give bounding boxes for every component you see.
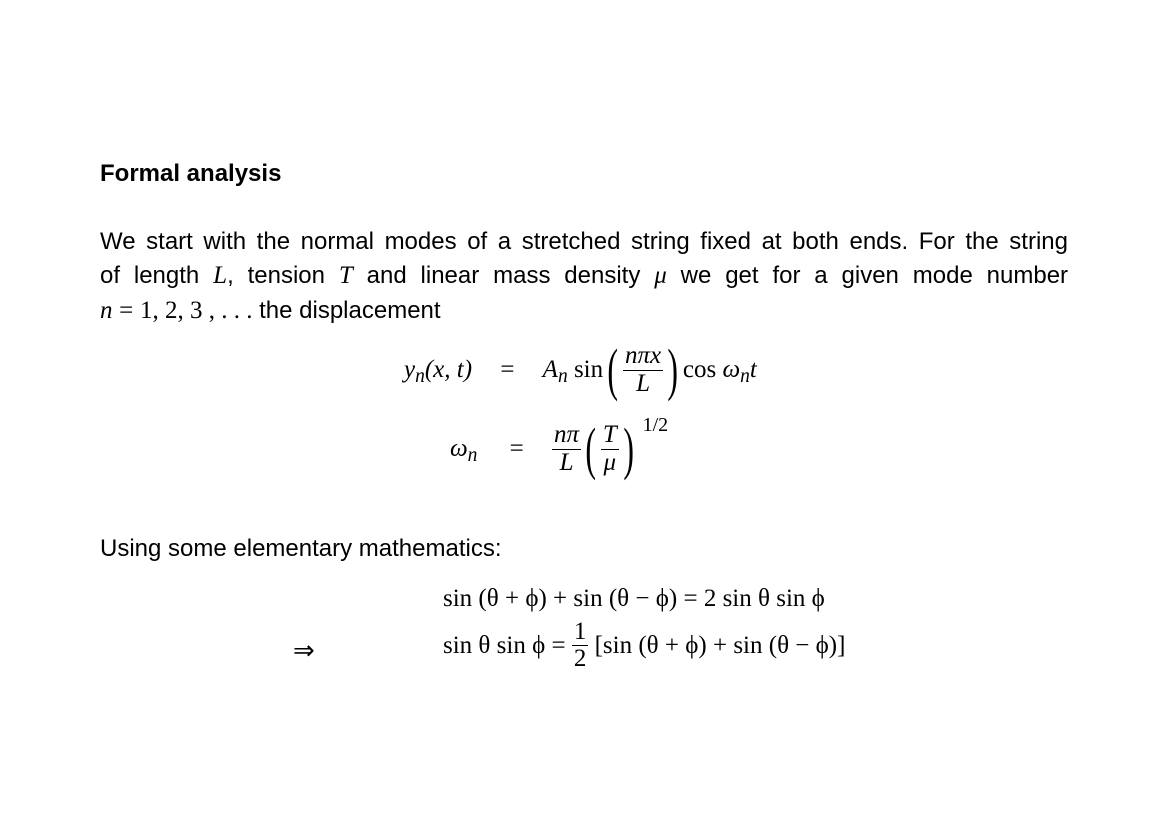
intro-paragraph [100,225,1068,328]
eq1-fraction [623,343,663,397]
symbol-n: n [100,296,113,324]
using-math-text: Using some elementary mathematics: [100,535,502,562]
equation-frequency [450,414,669,481]
eq2-exponent: 1/2 [642,414,669,436]
equals-sign: = [119,296,134,324]
eq1-cos: cos [682,356,717,383]
eq1-amplitude-subscript: n [557,366,568,388]
eq2-omega-subscript: n [467,445,478,467]
eq1-t: t [749,356,757,383]
eq1-amplitude: A [542,356,558,383]
mode-values: 1, 2, 3 , . . . [139,296,253,324]
eq1-y-subscript: n [415,366,425,388]
eq1-y: y [404,356,416,383]
eq2-fraction-1 [552,422,581,476]
intro-line-3 [100,294,1068,328]
identity2-lhs: sin θ sin ϕ = [443,631,566,659]
intro-line-2 [100,259,1068,293]
eq1-args: (x, t) [424,356,473,383]
identity2-rhs: [sin (θ + ϕ) + sin (θ − ϕ)] [594,631,846,659]
intro-text-length: of length [100,262,200,290]
eq2-fraction-2 [601,422,619,476]
symbol-T: T [338,262,353,290]
eq1-equals: = [500,356,515,383]
eq1-omega: ω [722,356,741,383]
eq2-omega: ω [450,435,468,462]
identity-sum: sin (θ + ϕ) + sin (θ − ϕ) = 2 sin θ sin ϕ [443,585,825,612]
intro-text-displacement: the displacement [259,296,441,324]
eq1-right-paren: ) [667,337,679,402]
eq1-omega-subscript: n [740,366,750,388]
eq2-frac2-num: T [602,421,617,449]
symbol-mu: μ [654,262,667,290]
equation-displacement [404,337,757,402]
implies-arrow: ⇒ [293,636,315,665]
intro-text-mode: we get for a given mode number [680,262,1069,290]
intro-text-density: and linear mass density [366,262,641,290]
eq1-left-paren: ( [607,337,619,402]
eq2-frac1-num: nπ [554,421,580,449]
identity2-half [572,619,589,673]
eq1-frac-den: L [636,369,650,397]
eq2-left-paren: ( [585,416,597,481]
eq1-sin: sin [573,356,604,383]
eq1-lhs [404,356,473,388]
eq1-cos-term [682,356,757,388]
identity-product [443,619,845,673]
eq2-frac1-den: L [559,448,574,476]
symbol-L: L [213,262,228,290]
intro-line-1: We start with the normal modes of a stretched string fixed at both ends. For the string [100,228,1068,255]
eq1-rhs [542,356,604,388]
section-heading: Formal analysis [100,160,282,187]
identity2-half-den: 2 [573,645,587,673]
eq2-equals: = [509,435,524,462]
eq2-lhs [450,435,478,467]
intro-text-tension: , tension [227,262,325,290]
eq2-frac2-den: μ [603,448,617,476]
identity2-half-num: 1 [573,618,587,645]
eq2-right-paren: ) [623,416,635,481]
eq1-frac-num: nπx [624,342,662,370]
